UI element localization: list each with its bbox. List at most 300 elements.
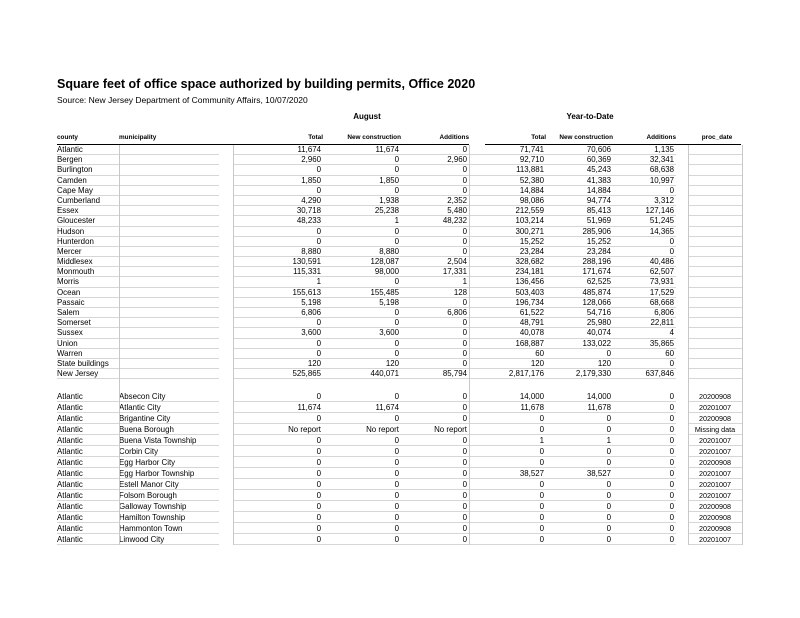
ytd-total-cell: 0 — [469, 479, 546, 490]
municipality-cell — [119, 369, 219, 379]
aug-additions-cell: 0 — [401, 298, 469, 308]
col-header-aug-total: Total — [308, 134, 323, 141]
ytd-additions-cell: 0 — [613, 237, 676, 247]
ytd-new-cell: 25,980 — [546, 318, 613, 328]
ytd-total-cell: 136,456 — [469, 277, 546, 287]
aug-additions-cell: 0 — [401, 534, 469, 545]
county-cell: Middlesex — [57, 257, 119, 267]
ytd-total-cell: 120 — [469, 359, 546, 369]
ytd-total-cell: 14,884 — [469, 186, 546, 196]
municipality-cell: Egg Harbor City — [119, 457, 219, 468]
proc-date-cell: 20201007 — [688, 490, 742, 501]
col-divider-proc — [688, 145, 689, 545]
aug-new-cell: 0 — [323, 523, 401, 534]
report-title: Square feet of office space authorized by building permits, Office 2020 — [57, 77, 476, 91]
ytd-group-header: Year-to-Date — [566, 112, 614, 121]
proc-date-cell: 20200908 — [688, 523, 742, 534]
aug-total-cell: 0 — [233, 479, 323, 490]
ytd-additions-cell: 127,146 — [613, 206, 676, 216]
table-row — [57, 216, 717, 226]
table-row — [57, 339, 717, 349]
proc-date-cell — [688, 216, 742, 226]
aug-total-cell: 0 — [233, 318, 323, 328]
proc-date-cell: 20200908 — [688, 413, 742, 424]
ytd-total-cell: 0 — [469, 457, 546, 468]
aug-new-cell: 0 — [323, 512, 401, 523]
ytd-additions-cell: 4 — [613, 328, 676, 338]
aug-additions-cell: 0 — [401, 446, 469, 457]
aug-new-cell: 0 — [323, 446, 401, 457]
county-cell: Gloucester — [57, 216, 119, 226]
proc-date-cell — [688, 328, 742, 338]
aug-new-cell: 0 — [323, 227, 401, 237]
ytd-additions-cell: 40,486 — [613, 257, 676, 267]
aug-new-cell: 11,674 — [323, 402, 401, 413]
ytd-total-cell: 0 — [469, 501, 546, 512]
aug-additions-cell: 0 — [401, 359, 469, 369]
ytd-total-cell: 38,527 — [469, 468, 546, 479]
aug-new-cell: 128,087 — [323, 257, 401, 267]
ytd-new-cell: 0 — [546, 424, 613, 435]
aug-additions-cell: 0 — [401, 165, 469, 175]
ytd-new-cell: 15,252 — [546, 237, 613, 247]
proc-date-cell — [688, 155, 742, 165]
aug-new-cell: 11,674 — [323, 145, 401, 155]
ytd-additions-cell: 0 — [613, 424, 676, 435]
ytd-additions-cell: 32,341 — [613, 155, 676, 165]
table-row — [57, 446, 731, 457]
ytd-additions-cell: 10,997 — [613, 176, 676, 186]
proc-date-cell: 20200908 — [688, 512, 742, 523]
proc-date-cell: 20201007 — [688, 446, 742, 457]
col-divider-ytd — [469, 145, 470, 545]
table-row — [57, 308, 717, 318]
ytd-additions-cell: 14,365 — [613, 227, 676, 237]
aug-total-cell: 155,613 — [233, 288, 323, 298]
county-cell: Atlantic — [57, 490, 119, 501]
aug-total-cell: 3,600 — [233, 328, 323, 338]
col-header-municipality: municipality — [119, 134, 157, 141]
proc-date-cell — [688, 277, 742, 287]
proc-date-cell — [688, 196, 742, 206]
table-row — [57, 247, 717, 257]
aug-additions-cell: 0 — [401, 227, 469, 237]
aug-new-cell: 0 — [323, 413, 401, 424]
proc-date-cell — [688, 237, 742, 247]
county-cell: Atlantic — [57, 413, 119, 424]
aug-additions-cell: 0 — [401, 145, 469, 155]
ytd-additions-cell: 68,638 — [613, 165, 676, 175]
aug-new-cell: 0 — [323, 501, 401, 512]
table-row — [57, 413, 731, 424]
county-cell: Atlantic — [57, 424, 119, 435]
ytd-new-cell: 40,074 — [546, 328, 613, 338]
proc-date-cell — [688, 257, 742, 267]
ytd-total-cell: 168,887 — [469, 339, 546, 349]
proc-date-cell: 20201007 — [688, 435, 742, 446]
ytd-additions-cell: 637,846 — [613, 369, 676, 379]
ytd-new-cell: 171,674 — [546, 267, 613, 277]
municipality-cell — [119, 359, 219, 369]
table-row — [57, 227, 717, 237]
aug-total-cell: 5,198 — [233, 298, 323, 308]
ytd-total-cell: 92,710 — [469, 155, 546, 165]
ytd-new-cell: 51,969 — [546, 216, 613, 226]
aug-additions-cell: 0 — [401, 176, 469, 186]
municipality-cell — [119, 186, 219, 196]
aug-total-cell: 30,718 — [233, 206, 323, 216]
aug-additions-cell: 0 — [401, 247, 469, 257]
proc-date-cell: 20200908 — [688, 457, 742, 468]
proc-date-cell — [688, 318, 742, 328]
county-cell: Sussex — [57, 328, 119, 338]
ytd-additions-cell: 0 — [613, 359, 676, 369]
ytd-total-cell: 234,181 — [469, 267, 546, 277]
aug-new-cell: 440,071 — [323, 369, 401, 379]
ytd-new-cell: 0 — [546, 501, 613, 512]
ytd-new-cell: 0 — [546, 512, 613, 523]
ytd-total-cell: 0 — [469, 490, 546, 501]
aug-additions-cell: 0 — [401, 237, 469, 247]
aug-additions-cell: 0 — [401, 523, 469, 534]
municipality-cell — [119, 176, 219, 186]
ytd-additions-cell: 0 — [613, 512, 676, 523]
aug-total-cell: 0 — [233, 523, 323, 534]
table-row — [57, 435, 731, 446]
ytd-total-cell: 60 — [469, 349, 546, 359]
table-row — [57, 145, 717, 155]
ytd-total-cell: 0 — [469, 512, 546, 523]
aug-total-cell: 0 — [233, 413, 323, 424]
ytd-additions-cell: 0 — [613, 186, 676, 196]
ytd-new-cell: 23,284 — [546, 247, 613, 257]
ytd-total-cell: 52,380 — [469, 176, 546, 186]
municipality-cell — [119, 165, 219, 175]
municipality-cell — [119, 216, 219, 226]
table-row — [57, 318, 717, 328]
aug-total-cell: 0 — [233, 501, 323, 512]
municipality-cell: Estell Manor City — [119, 479, 219, 490]
ytd-additions-cell: 0 — [613, 391, 676, 402]
aug-new-cell: 0 — [323, 391, 401, 402]
county-cell: Essex — [57, 206, 119, 216]
aug-total-cell: 525,865 — [233, 369, 323, 379]
ytd-total-cell: 0 — [469, 424, 546, 435]
ytd-new-cell: 1 — [546, 435, 613, 446]
aug-additions-cell: 0 — [401, 435, 469, 446]
ytd-additions-cell: 60 — [613, 349, 676, 359]
col-divider-aug — [233, 145, 234, 545]
aug-additions-cell: 0 — [401, 413, 469, 424]
aug-total-cell: 0 — [233, 349, 323, 359]
county-cell: Atlantic — [57, 501, 119, 512]
municipality-cell — [119, 227, 219, 237]
aug-additions-cell: 128 — [401, 288, 469, 298]
col-divider-end — [742, 145, 743, 545]
ytd-total-cell: 0 — [469, 534, 546, 545]
table-row — [57, 267, 717, 277]
county-cell: Morris — [57, 277, 119, 287]
table-row — [57, 298, 717, 308]
ytd-new-cell: 85,413 — [546, 206, 613, 216]
ytd-additions-cell: 0 — [613, 247, 676, 257]
aug-new-cell: 0 — [323, 490, 401, 501]
ytd-new-cell: 0 — [546, 479, 613, 490]
municipality-cell — [119, 339, 219, 349]
county-cell: Salem — [57, 308, 119, 318]
ytd-total-cell: 48,791 — [469, 318, 546, 328]
ytd-total-cell: 98,086 — [469, 196, 546, 206]
ytd-new-cell: 45,243 — [546, 165, 613, 175]
col-header-county: county — [57, 134, 78, 141]
aug-total-cell: 11,674 — [233, 402, 323, 413]
ytd-new-cell: 2,179,330 — [546, 369, 613, 379]
aug-additions-cell: 5,480 — [401, 206, 469, 216]
col-header-aug-additions: Additions — [439, 134, 469, 141]
aug-total-cell: 0 — [233, 512, 323, 523]
ytd-total-cell: 11,678 — [469, 402, 546, 413]
ytd-additions-cell: 51,245 — [613, 216, 676, 226]
county-cell: Atlantic — [57, 523, 119, 534]
proc-date-cell — [688, 339, 742, 349]
aug-additions-cell: 85,794 — [401, 369, 469, 379]
aug-new-cell: 1,850 — [323, 176, 401, 186]
ytd-new-cell: 94,774 — [546, 196, 613, 206]
county-cell: Atlantic — [57, 457, 119, 468]
proc-date-cell — [688, 369, 742, 379]
municipality-cell: Linwood City — [119, 534, 219, 545]
table-row — [57, 196, 717, 206]
ytd-total-cell: 300,271 — [469, 227, 546, 237]
ytd-additions-cell: 0 — [613, 501, 676, 512]
proc-date-cell: 20200908 — [688, 391, 742, 402]
aug-total-cell: 0 — [233, 490, 323, 501]
county-cell: Cape May — [57, 186, 119, 196]
county-cell: Hunterdon — [57, 237, 119, 247]
ytd-additions-cell: 0 — [613, 413, 676, 424]
section-spacer — [57, 379, 717, 391]
aug-new-cell: 0 — [323, 457, 401, 468]
proc-date-cell — [688, 308, 742, 318]
table-row — [57, 257, 717, 267]
ytd-additions-cell: 1,135 — [613, 145, 676, 155]
proc-date-cell — [688, 206, 742, 216]
aug-new-cell: 0 — [323, 339, 401, 349]
proc-date-cell: Missing data — [688, 424, 742, 435]
proc-date-cell: 20201007 — [688, 479, 742, 490]
municipality-cell: Hamilton Township — [119, 512, 219, 523]
county-cell: Atlantic — [57, 512, 119, 523]
ytd-additions-cell: 35,865 — [613, 339, 676, 349]
proc-date-cell — [688, 288, 742, 298]
ytd-total-cell: 196,734 — [469, 298, 546, 308]
col-header-ytd-additions: Additions — [646, 134, 676, 141]
aug-additions-cell: 0 — [401, 328, 469, 338]
ytd-additions-cell: 73,931 — [613, 277, 676, 287]
ytd-total-cell: 0 — [469, 523, 546, 534]
ytd-new-cell: 0 — [546, 349, 613, 359]
ytd-new-cell: 0 — [546, 534, 613, 545]
table-row — [57, 512, 731, 523]
ytd-additions-cell: 0 — [613, 435, 676, 446]
county-cell: Cumberland — [57, 196, 119, 206]
col-divider-municipality — [119, 145, 120, 545]
aug-new-cell: 5,198 — [323, 298, 401, 308]
aug-total-cell: 0 — [233, 186, 323, 196]
table-row — [57, 479, 731, 490]
municipality-cell: Buena Borough — [119, 424, 219, 435]
ytd-total-cell: 503,403 — [469, 288, 546, 298]
ytd-total-cell: 103,214 — [469, 216, 546, 226]
county-cell: Camden — [57, 176, 119, 186]
ytd-new-cell: 128,066 — [546, 298, 613, 308]
municipality-cell — [119, 288, 219, 298]
proc-date-cell — [688, 165, 742, 175]
ytd-total-cell: 40,078 — [469, 328, 546, 338]
ytd-new-cell: 133,022 — [546, 339, 613, 349]
aug-total-cell: 0 — [233, 227, 323, 237]
ytd-new-cell: 485,874 — [546, 288, 613, 298]
ytd-additions-cell: 0 — [613, 468, 676, 479]
data-table — [57, 145, 736, 545]
ytd-new-cell: 0 — [546, 523, 613, 534]
county-cell: Union — [57, 339, 119, 349]
proc-date-cell: 20201007 — [688, 534, 742, 545]
ytd-total-cell: 71,741 — [469, 145, 546, 155]
county-cell: Atlantic — [57, 402, 119, 413]
aug-total-cell: 4,290 — [233, 196, 323, 206]
aug-total-cell: 1,850 — [233, 176, 323, 186]
ytd-total-cell: 1 — [469, 435, 546, 446]
ytd-total-cell: 113,881 — [469, 165, 546, 175]
aug-new-cell: 155,485 — [323, 288, 401, 298]
ytd-new-cell: 54,716 — [546, 308, 613, 318]
ytd-additions-cell: 0 — [613, 457, 676, 468]
table-row — [57, 391, 731, 402]
ytd-new-cell: 0 — [546, 457, 613, 468]
county-cell: Atlantic — [57, 435, 119, 446]
municipality-cell: Egg Harbor Township — [119, 468, 219, 479]
proc-date-cell — [688, 145, 742, 155]
municipality-cell: Hammonton Town — [119, 523, 219, 534]
aug-total-cell: 0 — [233, 457, 323, 468]
aug-total-cell: 6,806 — [233, 308, 323, 318]
aug-additions-cell: 0 — [401, 501, 469, 512]
county-cell: Passaic — [57, 298, 119, 308]
proc-date-cell — [688, 298, 742, 308]
aug-total-cell: 0 — [233, 468, 323, 479]
aug-new-cell: 25,238 — [323, 206, 401, 216]
aug-total-cell: 120 — [233, 359, 323, 369]
aug-new-cell: 0 — [323, 479, 401, 490]
proc-date-cell — [688, 227, 742, 237]
col-header-ytd-new: New construction — [559, 134, 613, 141]
ytd-new-cell: 285,906 — [546, 227, 613, 237]
ytd-total-cell: 61,522 — [469, 308, 546, 318]
col-header-proc-date: proc_date — [701, 134, 733, 141]
proc-date-cell — [688, 176, 742, 186]
county-cell: State buildings — [57, 359, 119, 369]
ytd-new-cell: 0 — [546, 490, 613, 501]
aug-total-cell: 0 — [233, 446, 323, 457]
municipality-cell — [119, 257, 219, 267]
aug-additions-cell: 6,806 — [401, 308, 469, 318]
proc-date-cell: 20201007 — [688, 468, 742, 479]
aug-new-cell: No report — [323, 424, 401, 435]
municipality-cell: Absecon City — [119, 391, 219, 402]
municipality-cell: Galloway Township — [119, 501, 219, 512]
table-row — [57, 457, 731, 468]
aug-additions-cell: 0 — [401, 512, 469, 523]
aug-new-cell: 0 — [323, 155, 401, 165]
table-row — [57, 186, 717, 196]
aug-total-cell: 11,674 — [233, 145, 323, 155]
county-cell: Atlantic — [57, 479, 119, 490]
municipality-cell: Atlantic City — [119, 402, 219, 413]
aug-additions-cell: 0 — [401, 349, 469, 359]
table-row — [57, 176, 717, 186]
ytd-new-cell: 38,527 — [546, 468, 613, 479]
municipality-cell — [119, 145, 219, 155]
table-row — [57, 206, 717, 216]
county-cell: Atlantic — [57, 145, 119, 155]
aug-additions-cell: 0 — [401, 457, 469, 468]
aug-total-cell: 0 — [233, 165, 323, 175]
county-summary-section — [57, 145, 717, 379]
municipality-cell — [119, 308, 219, 318]
aug-new-cell: 0 — [323, 237, 401, 247]
col-header-ytd-total: Total — [531, 134, 546, 141]
aug-total-cell: 2,960 — [233, 155, 323, 165]
aug-additions-cell: 1 — [401, 277, 469, 287]
august-group-header: August — [353, 112, 381, 121]
ytd-new-cell: 70,606 — [546, 145, 613, 155]
ytd-total-cell: 15,252 — [469, 237, 546, 247]
ytd-total-cell: 23,284 — [469, 247, 546, 257]
table-row — [57, 277, 717, 287]
aug-total-cell: 0 — [233, 339, 323, 349]
proc-date-cell — [688, 186, 742, 196]
ytd-total-cell: 212,559 — [469, 206, 546, 216]
ytd-total-cell: 2,817,176 — [469, 369, 546, 379]
aug-additions-cell: 2,352 — [401, 196, 469, 206]
county-cell: Burlington — [57, 165, 119, 175]
municipality-cell: Folsom Borough — [119, 490, 219, 501]
county-cell: Atlantic — [57, 468, 119, 479]
ytd-total-cell: 0 — [469, 413, 546, 424]
county-cell: Bergen — [57, 155, 119, 165]
municipality-cell — [119, 247, 219, 257]
municipality-cell — [119, 237, 219, 247]
table-row — [57, 369, 717, 379]
aug-new-cell: 0 — [323, 534, 401, 545]
table-row — [57, 468, 731, 479]
ytd-additions-cell: 0 — [613, 402, 676, 413]
table-row — [57, 501, 731, 512]
ytd-additions-cell: 68,668 — [613, 298, 676, 308]
municipality-cell: Buena Vista Township — [119, 435, 219, 446]
aug-additions-cell: 0 — [401, 479, 469, 490]
aug-additions-cell: 17,331 — [401, 267, 469, 277]
county-cell: Ocean — [57, 288, 119, 298]
municipality-cell — [119, 267, 219, 277]
municipality-cell — [119, 196, 219, 206]
ytd-additions-cell: 6,806 — [613, 308, 676, 318]
aug-total-cell: No report — [233, 424, 323, 435]
aug-total-cell: 0 — [233, 237, 323, 247]
municipality-cell: Brigantine City — [119, 413, 219, 424]
county-cell: Somerset — [57, 318, 119, 328]
